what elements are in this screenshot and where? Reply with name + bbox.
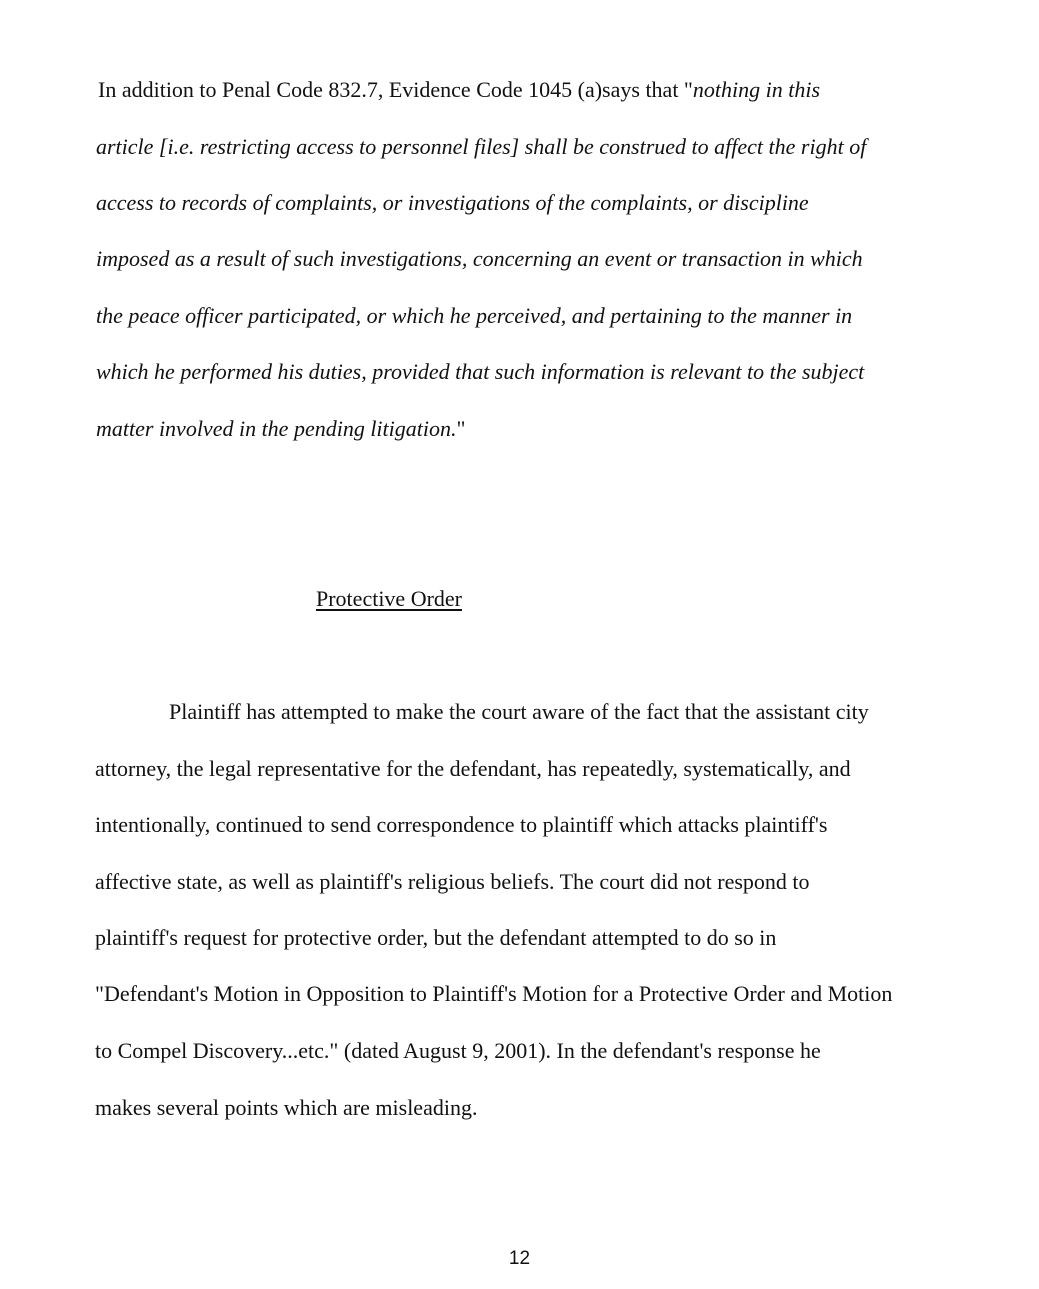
paragraph2-line-8: makes several points which are misleading. bbox=[95, 1095, 478, 1120]
paragraph2-line-5: plaintiff's request for protective order, but the defendant attempted to do so in bbox=[95, 925, 777, 950]
paragraph1-line-2: article [i.e. restricting access to personnel files] shall be construed to affect the right of bbox=[96, 134, 867, 159]
paragraph1-line-1-plain: In addition to Penal Code 832.7, Evidence Code 1045 (a)says that " bbox=[98, 77, 693, 102]
paragraph2-line-2: attorney, the legal representative for the defendant, has repeatedly, systematically, and bbox=[95, 756, 851, 781]
paragraph1-line-5: the peace officer participated, or which he perceived, and pertaining to the manner in bbox=[96, 303, 853, 328]
paragraph1-line-3: access to records of complaints, or investigations of the complaints, or discipline bbox=[96, 190, 809, 215]
paragraph2-line-3: intentionally, continued to send correspondence to plaintiff which attacks plaintiff's bbox=[95, 812, 828, 837]
paragraph1-line-6: which he performed his duties, provided that such information is relevant to the subject bbox=[96, 359, 865, 384]
paragraph1-line-4: imposed as a result of such investigations, concerning an event or transaction in which bbox=[96, 246, 863, 271]
page-number: 12 bbox=[508, 1248, 531, 1269]
paragraph2-line-6: "Defendant's Motion in Opposition to Plaintiff's Motion for a Protective Order and Motion bbox=[95, 981, 893, 1006]
paragraph2-line-4: affective state, as well as plaintiff's religious beliefs. The court did not respond to bbox=[95, 869, 810, 894]
paragraph2-line-7: to Compel Discovery...etc." (dated August 9, 2001). In the defendant's response he bbox=[95, 1038, 821, 1063]
paragraph1-line-7-plain: " bbox=[456, 416, 466, 441]
paragraph1-line-1 bbox=[98, 76, 820, 104]
section-heading: Protective Order bbox=[316, 586, 462, 611]
paragraph1-line-1-italic: nothing in this bbox=[692, 77, 821, 102]
paragraph2-line-1: Plaintiff has attempted to make the court aware of the fact that the assistant city bbox=[169, 699, 869, 724]
paragraph1-line-7 bbox=[96, 415, 465, 443]
paragraph1-line-7-italic: matter involved in the pending litigation. bbox=[96, 416, 457, 441]
